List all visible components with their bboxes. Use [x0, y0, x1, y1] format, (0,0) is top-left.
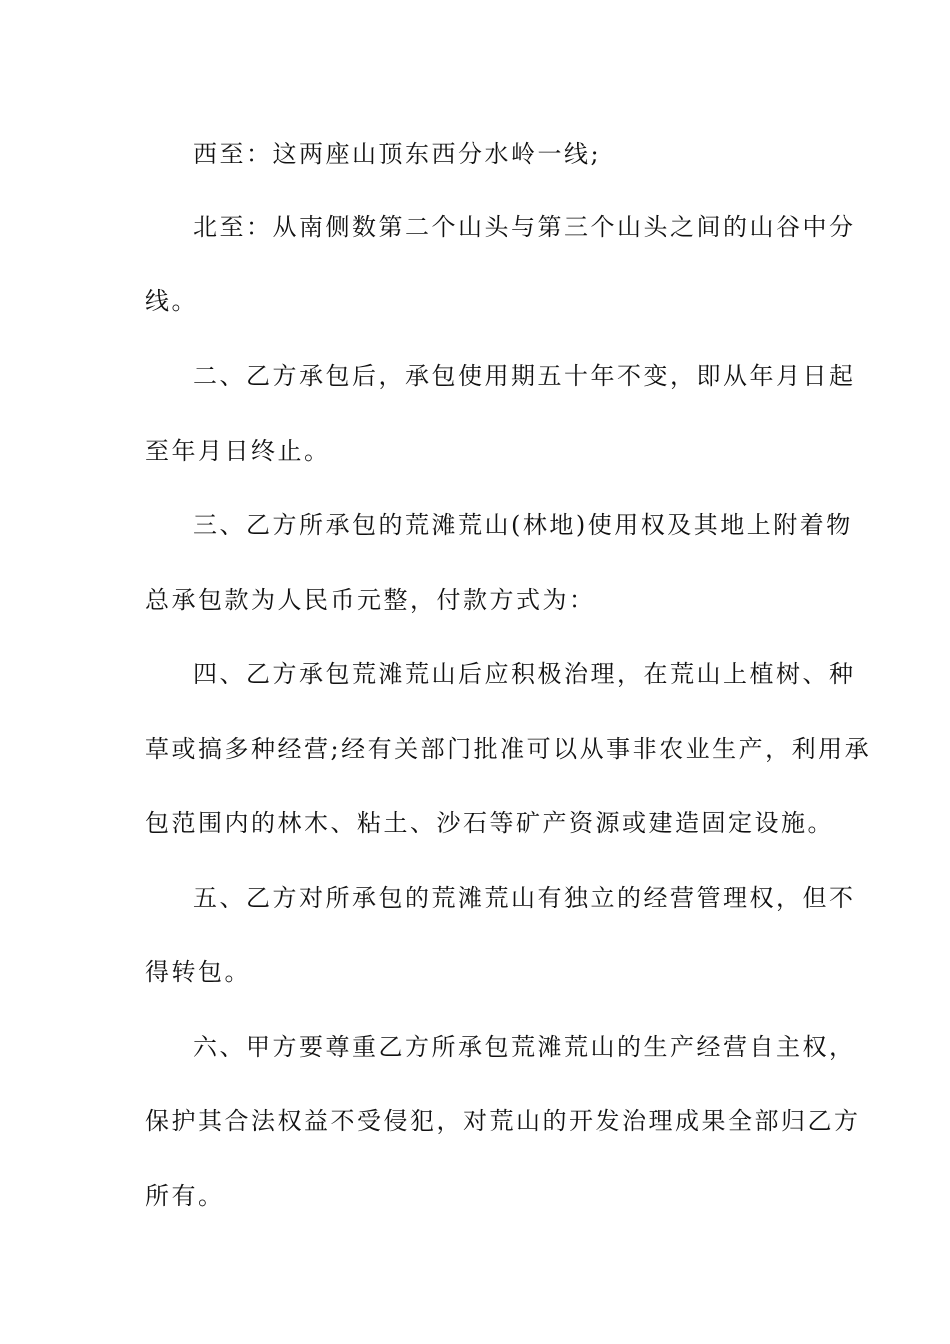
text-line-clause-4-cont-1: 草或搞多种经营;经有关部门批准可以从事非农业生产，利用承: [145, 735, 872, 763]
text-line-clause-6-cont-2: 所有。: [145, 1182, 225, 1210]
text-line-clause-4-cont-2: 包范围内的林木、粘土、沙石等矿产资源或建造固定设施。: [145, 809, 834, 837]
text-line-clause-3-cont: 总承包款为人民币元整，付款方式为：: [145, 586, 596, 614]
text-line-west-boundary: 西至：这两座山顶东西分水岭一线;: [193, 140, 602, 168]
text-line-clause-3: 三、乙方所承包的荒滩荒山(林地)使用权及其地上附着物: [193, 511, 853, 539]
text-line-north-boundary: 北至：从南侧数第二个山头与第三个山头之间的山谷中分: [193, 213, 856, 241]
text-line-clause-5: 五、乙方对所承包的荒滩荒山有独立的经营管理权，但不: [193, 884, 856, 912]
text-line-north-boundary-cont: 线。: [145, 287, 198, 315]
text-line-clause-2-cont: 至年月日终止。: [145, 437, 331, 465]
text-line-clause-5-cont: 得转包。: [145, 958, 251, 986]
text-line-clause-4: 四、乙方承包荒滩荒山后应积极治理，在荒山上植树、种: [193, 660, 856, 688]
text-line-clause-6-cont-1: 保护其合法权益不受侵犯，对荒山的开发治理成果全部归乙方: [145, 1107, 861, 1135]
text-line-clause-2: 二、乙方承包后，承包使用期五十年不变，即从年月日起: [193, 362, 856, 390]
text-line-clause-6: 六、甲方要尊重乙方所承包荒滩荒山的生产经营自主权，: [193, 1033, 856, 1061]
